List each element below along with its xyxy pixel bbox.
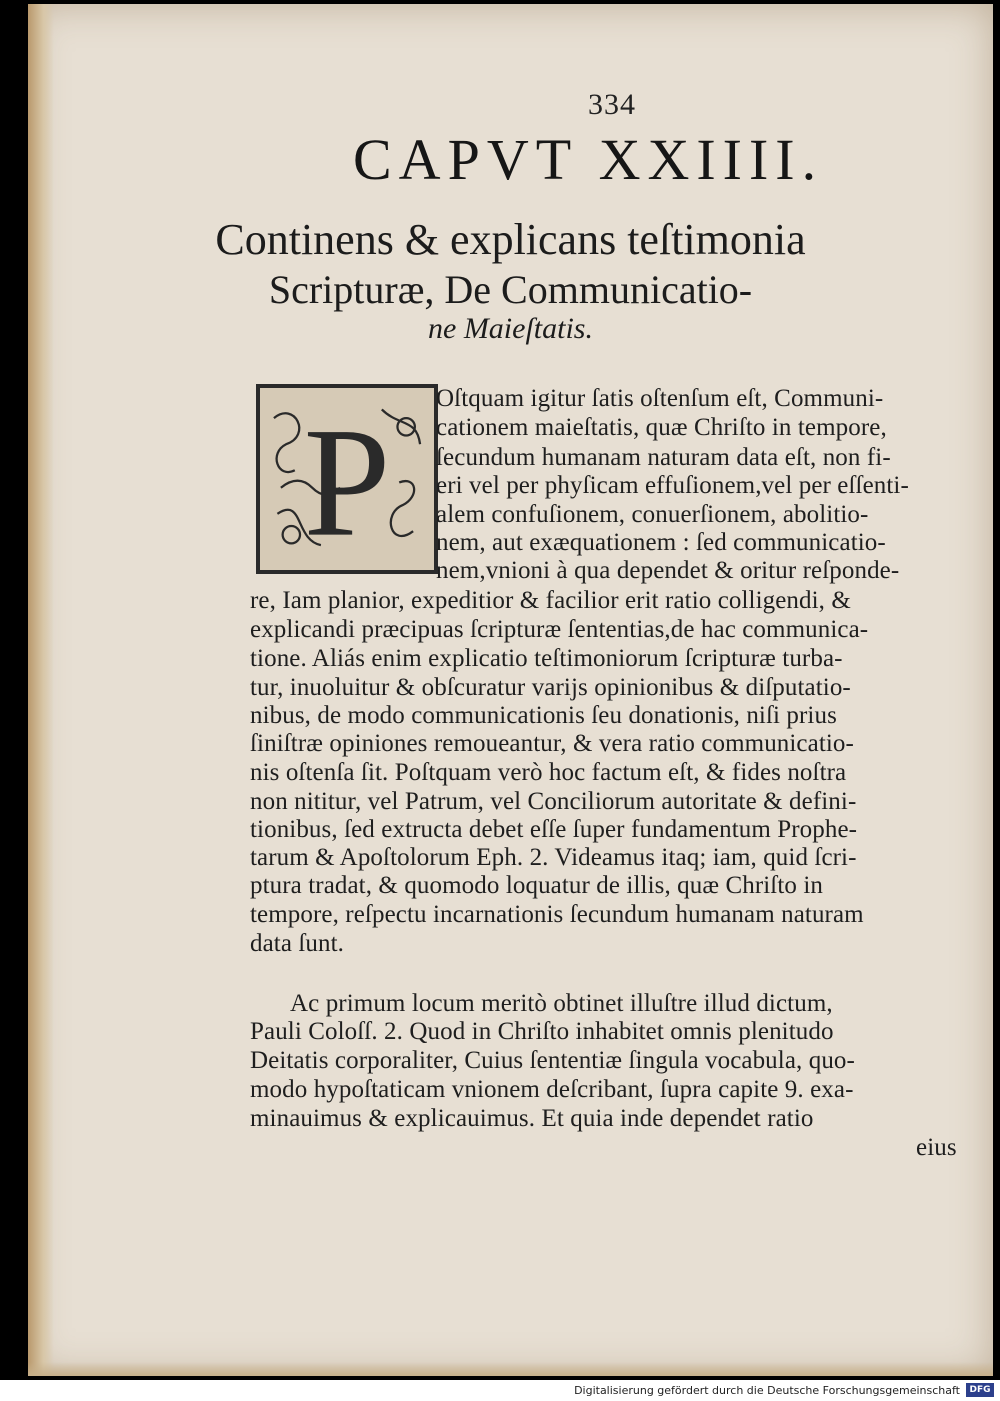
text-line: explicandi præcipuas ſcripturæ ſententias,de hac communica- <box>250 616 869 643</box>
subtitle-line-2: Scripturæ, De Communicatio- <box>268 267 753 312</box>
footer-bar <box>0 1380 1000 1401</box>
book-page <box>28 4 993 1376</box>
text-line: Ac primum locum meritò obtinet illuſtre illud dictum, <box>290 990 833 1017</box>
text-line: ſecundum humanam naturam data eſt, non fi- <box>436 444 891 471</box>
text-line: nem,vnioni à qua dependet & oritur reſponde- <box>436 557 900 584</box>
text-line: re, Iam planior, expeditior & facilior erit ratio colligendi, & <box>250 587 851 614</box>
text-line: nis oſtenſa ſit. Poſtquam verò hoc factum eſt, & fides noſtra <box>250 759 847 786</box>
dfg-logo-icon: DFG <box>966 1383 994 1397</box>
text-line: tur, inuoluitur & obſcuratur varijs opinionibus & diſputatio- <box>250 674 851 701</box>
chapter-title: CAPVT XXIIII. <box>353 127 824 192</box>
decorated-initial <box>256 384 438 574</box>
page-number: 334 <box>588 88 636 121</box>
ornament-icon <box>260 388 434 570</box>
catchword: eius <box>916 1134 957 1161</box>
text-line: ſiniſtræ opiniones remoueantur, & vera ratio communicatio- <box>250 730 854 757</box>
text-line: nibus, de modo communicationis ſeu donationis, niſi prius <box>250 702 837 729</box>
text-line: minauimus & explicauimus. Et quia inde dependet ratio <box>250 1105 814 1132</box>
text-line: Deitatis corporaliter, Cuius ſententiæ ſingula vocabula, quo- <box>250 1047 855 1074</box>
text-line: tionibus, ſed extructa debet eſſe ſuper fundamentum Prophe- <box>250 816 858 843</box>
text-line: nem, aut exæquationem : ſed communicatio- <box>436 529 886 556</box>
text-line: cationem maieſtatis, quæ Chriſto in tempore, <box>436 414 887 441</box>
text-line: alem confuſionem, conuerſionem, abolitio- <box>436 501 869 528</box>
subtitle-line-3: ne Maieſtatis. <box>428 312 593 345</box>
text-line: Pauli Coloſſ. 2. Quod in Chriſto inhabitet omnis plenitudo <box>250 1018 834 1045</box>
footer-credit: Digitalisierung gefördert durch die Deutsche Forschungsgemeinschaft <box>574 1384 960 1397</box>
text-line: ptura tradat, & quomodo loquatur de illis, quæ Chriſto in <box>250 872 823 899</box>
text-line: Oſtquam igitur ſatis oſtenſum eſt, Communi- <box>436 385 884 412</box>
text-line: non nititur, vel Patrum, vel Conciliorum autoritate & defini- <box>250 788 857 815</box>
text-line: eri vel per phyſicam effuſionem,vel per eſſenti- <box>436 472 909 499</box>
text-line: modo hypoſtaticam vnionem deſcribant, ſupra capite 9. exa- <box>250 1076 854 1103</box>
text-line: tempore, reſpectu incarnationis ſecundum humanam naturam <box>250 901 864 928</box>
text-line: tarum & Apoſtolorum Eph. 2. Videamus itaq; iam, quid ſcri- <box>250 844 857 871</box>
text-line: data ſunt. <box>250 930 345 957</box>
subtitle-line-1: Continens & explicans teſtimonia <box>215 215 806 264</box>
initial-letter: P <box>303 394 391 569</box>
text-line: tione. Aliás enim explicatio teſtimoniorum ſcripturæ turba- <box>250 645 843 672</box>
